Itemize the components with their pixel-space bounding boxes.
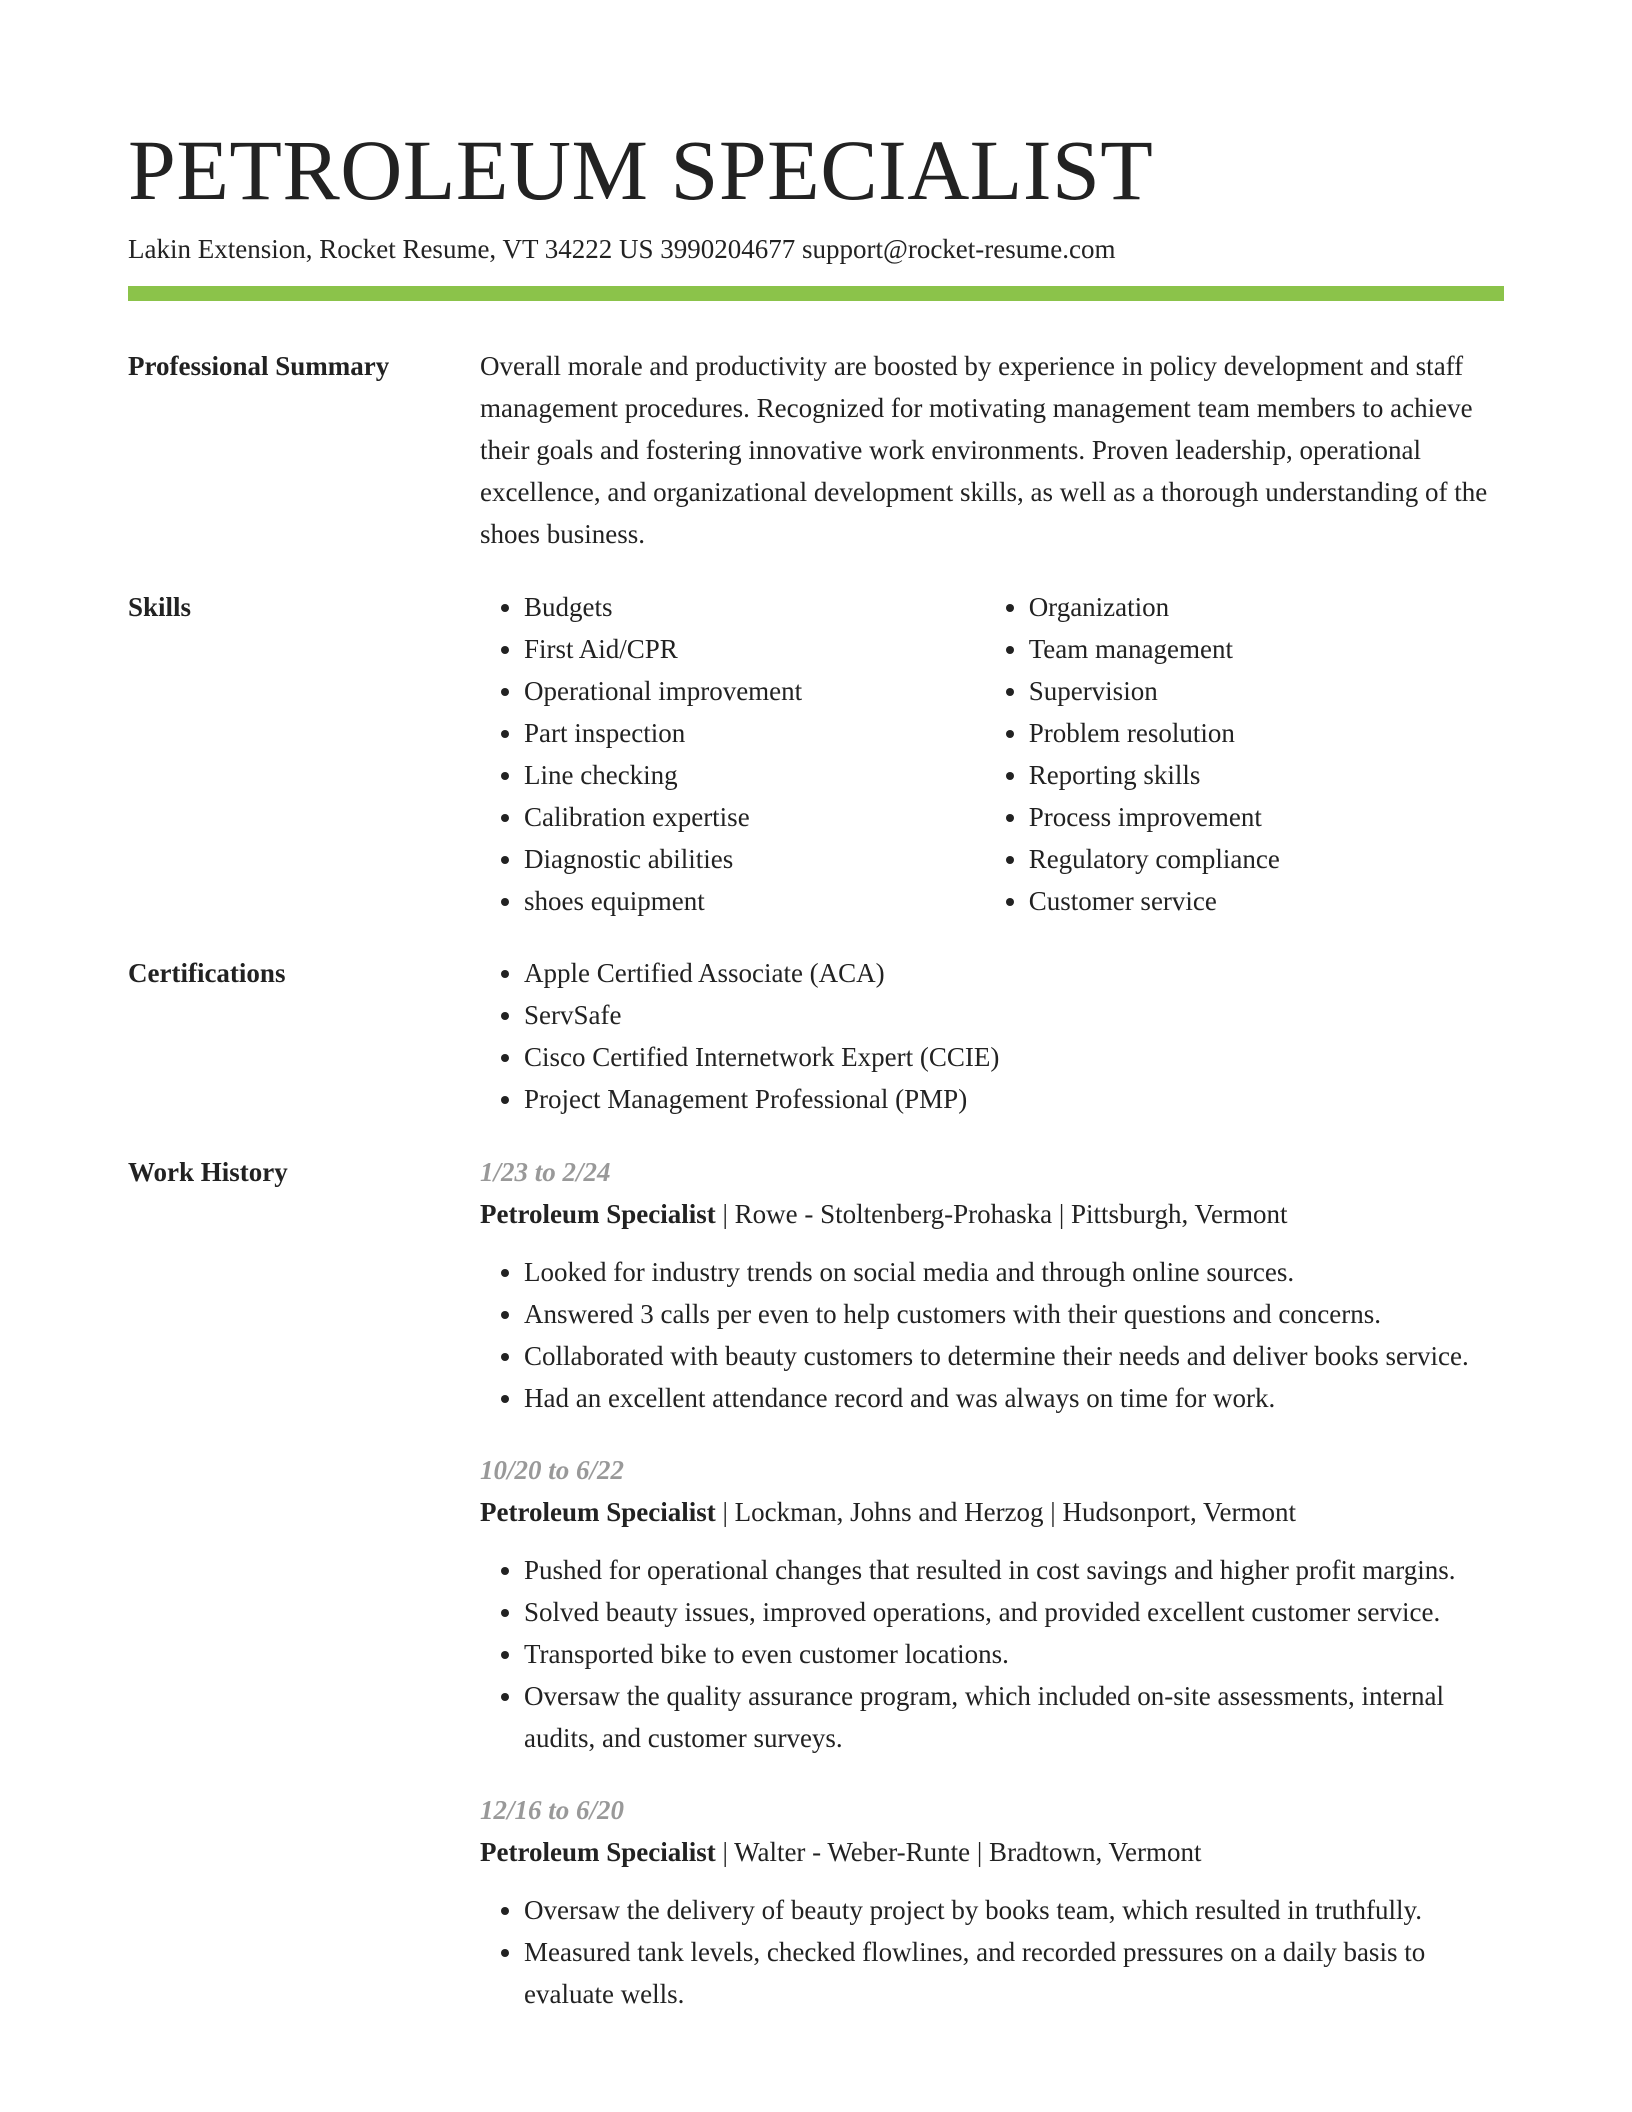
skills-body [480, 586, 1504, 922]
skills-list-left [480, 586, 985, 922]
job-duty-item: • Transported bike to even customer locations. [524, 1633, 1504, 1675]
skill-item: • Reporting skills [1029, 754, 1504, 796]
job-duty-item: • Measured tank levels, checked flowlines, and recorded pressures on a daily basis to evaluate wells. [524, 1931, 1504, 2015]
job-heading [480, 1831, 1504, 1873]
job-duties-list [480, 1549, 1504, 1759]
job-dates: 10/20 to 6/22 [480, 1455, 625, 1485]
job-duty-item: • Solved beauty issues, improved operations, and provided excellent customer service. [524, 1591, 1504, 1633]
work-history-body [480, 1151, 1504, 2045]
job-duty-item: • Oversaw the quality assurance program, which included on-site assessments, internal audits, and customer surveys. [524, 1675, 1504, 1759]
skill-item: • shoes equipment [524, 880, 985, 922]
skill-item: • Calibration expertise [524, 796, 985, 838]
header-divider [128, 286, 1504, 301]
contact-line: Lakin Extension, Rocket Resume, VT 34222 US 3990204677 support@rocket-resume.com [128, 234, 1116, 264]
skill-item: • Line checking [524, 754, 985, 796]
summary-text: Overall morale and productivity are boosted by experience in policy development and staff management procedures. Recognized for motivating management team members to achieve their goals and fostering innovative work environments. Proven leadership, operational excellence, and organizational development skills, as well as a thorough understanding of the shoes business. [480, 351, 1488, 549]
job-entry [480, 1789, 1504, 2015]
skills-heading: Skills [128, 592, 192, 622]
job-duties-list [480, 1889, 1504, 2015]
job-entry [480, 1151, 1504, 1419]
certification-item: • Apple Certified Associate (ACA) [524, 952, 1504, 994]
job-title: Petroleum Specialist [480, 1497, 716, 1527]
summary-body [480, 345, 1504, 555]
work-history-heading: Work History [128, 1157, 288, 1187]
skill-item: • First Aid/CPR [524, 628, 985, 670]
summary-heading: Professional Summary [128, 351, 390, 381]
skill-item: • Process improvement [1029, 796, 1504, 838]
job-entry [480, 1449, 1504, 1759]
job-duty-item: • Had an excellent attendance record and was always on time for work. [524, 1377, 1504, 1419]
skill-item: • Operational improvement [524, 670, 985, 712]
certification-item: • Project Management Professional (PMP) [524, 1078, 1504, 1120]
job-title: Petroleum Specialist [480, 1199, 716, 1229]
skill-item: • Organization [1029, 586, 1504, 628]
skill-item: • Team management [1029, 628, 1504, 670]
certification-item: • Cisco Certified Internetwork Expert (CCIE) [524, 1036, 1504, 1078]
job-duty-item: • Looked for industry trends on social media and through online sources. [524, 1251, 1504, 1293]
job-duty-item: • Pushed for operational changes that resulted in cost savings and higher profit margins. [524, 1549, 1504, 1591]
skills-list-right [985, 586, 1504, 922]
job-duty-item: • Oversaw the delivery of beauty project by books team, which resulted in truthfully. [524, 1889, 1504, 1931]
certifications-heading: Certifications [128, 958, 286, 988]
job-heading [480, 1491, 1504, 1533]
job-dates: 1/23 to 2/24 [480, 1157, 611, 1187]
job-duties-list [480, 1251, 1504, 1419]
skill-item: • Supervision [1029, 670, 1504, 712]
skill-item: • Problem resolution [1029, 712, 1504, 754]
skill-item: • Customer service [1029, 880, 1504, 922]
resume-name: PETROLEUM SPECIALIST [128, 122, 1154, 218]
job-heading [480, 1193, 1504, 1235]
certifications-body [480, 952, 1504, 1120]
job-employer-location: | Rowe - Stoltenberg-Prohaska | Pittsburgh, Vermont [715, 1199, 1288, 1229]
certification-item: • ServSafe [524, 994, 1504, 1036]
skill-item: • Regulatory compliance [1029, 838, 1504, 880]
job-employer-location: | Walter - Weber-Runte | Bradtown, Vermont [715, 1837, 1202, 1867]
job-title: Petroleum Specialist [480, 1837, 716, 1867]
skill-item: • Part inspection [524, 712, 985, 754]
skill-item: • Budgets [524, 586, 985, 628]
job-employer-location: | Lockman, Johns and Herzog | Hudsonport, Vermont [715, 1497, 1296, 1527]
job-duty-item: • Answered 3 calls per even to help customers with their questions and concerns. [524, 1293, 1504, 1335]
skill-item: • Diagnostic abilities [524, 838, 985, 880]
certifications-list [480, 952, 1504, 1120]
job-dates: 12/16 to 6/20 [480, 1795, 625, 1825]
job-duty-item: • Collaborated with beauty customers to determine their needs and deliver books service. [524, 1335, 1504, 1377]
